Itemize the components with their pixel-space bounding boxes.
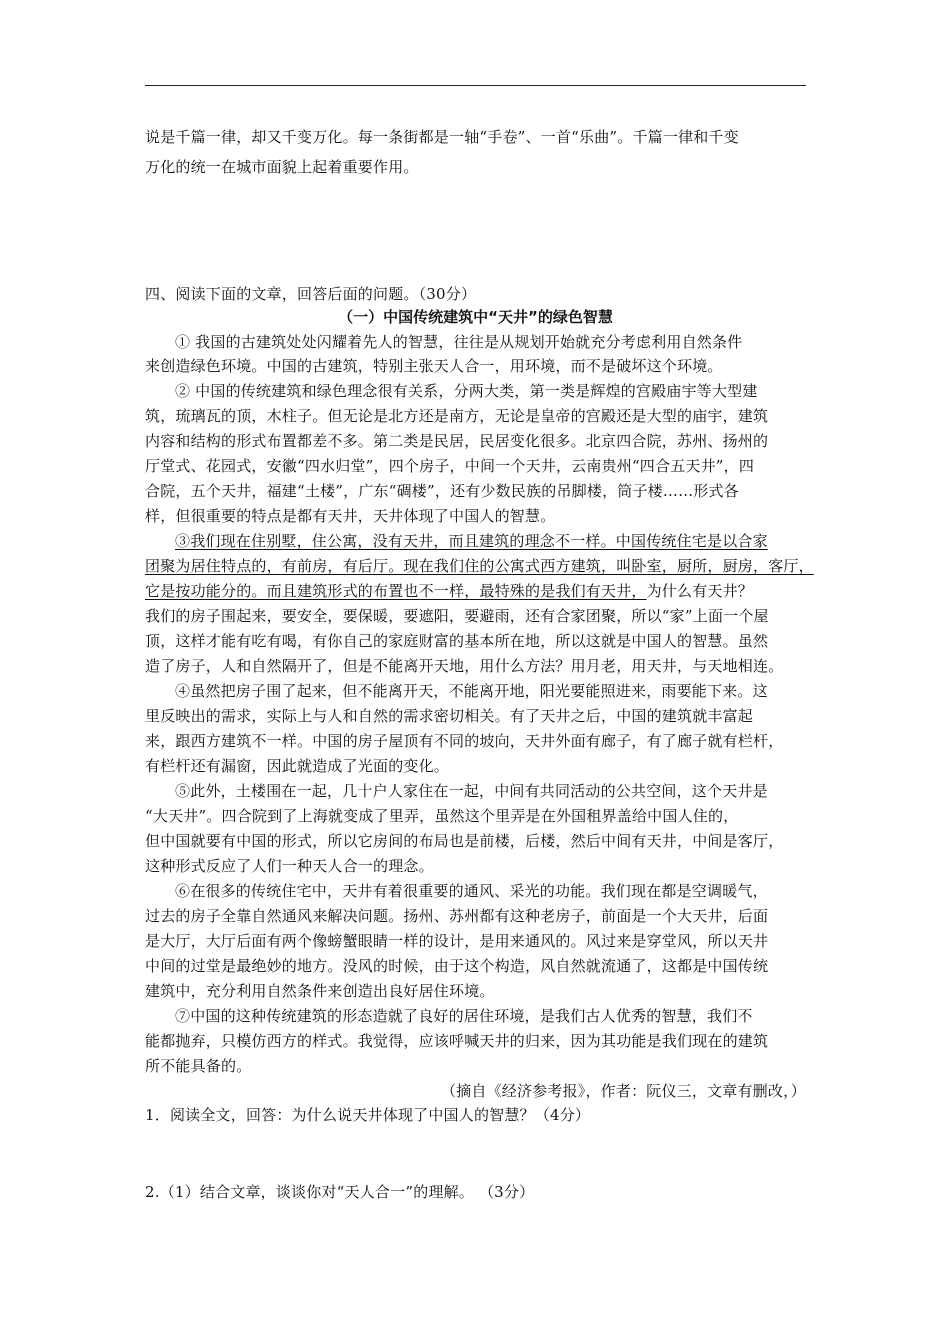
- paragraph-line: ⑦中国的这种传统建筑的形态造就了良好的居住环境，是我们古人优秀的智慧，我们不: [175, 1007, 753, 1025]
- question-2: 2.（1）结合文章，谈谈你对“天人合一”的理解。 （3分）: [145, 1183, 535, 1201]
- intro-line: 说是千篇一律，却又千变万化。每一条街都是一轴“手卷”、一首“乐曲”。千篇一律和千变: [145, 128, 739, 146]
- paragraph-line: 来创造绿色环境。中国的古建筑，特别主张天人合一，用环境，而不是破坏这个环境。: [145, 357, 723, 375]
- intro-line: 万化的统一在城市面貌上起着重要作用。: [145, 158, 419, 176]
- paragraph-line: 这种形式反应了人们一种天人合一的理念。: [145, 857, 434, 875]
- paragraph-line: 中间的过堂是最绝妙的地方。没风的时候，由于这个构造，风自然就流通了，这都是中国传统: [145, 957, 769, 975]
- paragraph-line: 所不能具备的。: [145, 1057, 252, 1075]
- section-heading: 四、阅读下面的文章，回答后面的问题。（30分）: [145, 285, 477, 303]
- paragraph-line: 但中国就要有中国的形式，所以它房间的布局也是前楼，后楼，然后中间有天井，中间是客厅，: [145, 832, 784, 850]
- header-rule: [145, 85, 806, 86]
- paragraph-line: 能都抛弃，只模仿西方的样式。我觉得，应该呼喊天井的归来，因为其功能是我们现在的建筑: [145, 1032, 769, 1050]
- paragraph-line: 样，但很重要的特点是都有天井，天井体现了中国人的智慧。: [145, 507, 556, 525]
- paragraph-line: ⑥在很多的传统住宅中，天井有着很重要的通风、采光的功能。我们现在都是空调暖气，: [175, 882, 768, 900]
- article-source: （摘自《经济参考报》，作者：阮仪三，文章有删改，）: [440, 1082, 806, 1100]
- paragraph-line: 我们的房子围起来，要安全，要保暖，要遮阳，要避雨，还有合家团聚，所以“家”上面一个屋: [145, 607, 769, 625]
- paragraph-line: 来，跟西方建筑不一样。中国的房子屋顶有不同的坡向，天井外面有廊子，有了廊子就有栏杆，: [145, 732, 784, 750]
- paragraph-line: 建筑中，充分利用自然条件来创造出良好居住环境。: [145, 982, 495, 1000]
- paragraph-line: ② 中国的传统建筑和绿色理念很有关系，分两大类，第一类是辉煌的宫殿庙宇等大型建: [175, 382, 758, 400]
- paragraph-line: 造了房子，人和自然隔开了，但是不能离开天地，用什么方法？用月老，用天井，与天地相连。: [145, 657, 784, 675]
- paragraph-line: 里反映出的需求，实际上与人和自然的需求密切相关。有了天井之后，中国的建筑就丰富起: [145, 707, 754, 725]
- paragraph-line: 是大厅，大厅后面有两个像螃蟹眼睛一样的设计，是用来通风的。风过来是穿堂风，所以天井: [145, 932, 769, 950]
- paragraph-line: 合院，五个天井，福建“土楼”，广东“碉楼”，还有少数民族的吊脚楼，筒子楼……形式各: [145, 482, 739, 500]
- paragraph-line: 内容和结构的形式布置都差不多。第二类是民居，民居变化很多。北京四合院，苏州、扬州的: [145, 432, 769, 450]
- question-1: 1．阅读全文，回答：为什么说天井体现了中国人的智慧？（4分）: [145, 1106, 591, 1124]
- paragraph-line: [145, 579, 815, 603]
- paragraph-line: 有栏杆还有漏窗，因此就造成了光面的变化。: [145, 757, 450, 775]
- underlined-span: 它是按功能分的。而且建筑形式的布置也不一样，最特殊的是我们有天井，: [145, 582, 647, 600]
- paragraph-line: ④虽然把房子围了起来，但不能离开天，不能离开地，阳光要能照进来，雨要能下来。这: [175, 682, 768, 700]
- underlined-line: 团聚为居住特点的，有前房，有后厅。现在我们住的公寓式西方建筑，叫卧室，厨所，厨房，客厅，: [145, 557, 814, 575]
- paragraph-line: 顶，这样才能有吃有喝，有你自己的家庭财富的基本所在地，所以这就是中国人的智慧。虽然: [145, 632, 769, 650]
- paragraph-line: ⑤此外，土楼围在一起，几十户人家住在一起，中间有共同活动的公共空间，这个天井是: [175, 782, 768, 800]
- article-title: （一）中国传统建筑中“天井”的绿色智慧: [338, 308, 613, 326]
- paragraph-line: “大天井”。四合院到了上海就变成了里弄，虽然这个里弄是在外国租界盖给中国人住的，: [145, 807, 739, 825]
- underlined-line: ③我们现在住别墅，住公寓，没有天井，而且建筑的理念不一样。中国传统住宅是以合家: [175, 532, 768, 550]
- paragraph-line: 筑，琉璃瓦的顶，木柱子。但无论是北方还是南方，无论是皇帝的宫殿还是大型的庙宇，建筑: [145, 407, 769, 425]
- paragraph-line: 过去的房子全靠自然通风来解决问题。扬州、苏州都有这种老房子，前面是一个大天井，后面: [145, 907, 769, 925]
- paragraph-line: 厅堂式、花园式，安徽“四水归堂”，四个房子，中间一个天井，云南贵州“四合五天井”，四: [145, 457, 755, 475]
- paragraph-line: ① 我国的古建筑处处闪耀着先人的智慧，往往是从规划开始就充分考虑利用自然条件: [175, 333, 743, 351]
- question-span: 为什么有天井？: [646, 582, 754, 600]
